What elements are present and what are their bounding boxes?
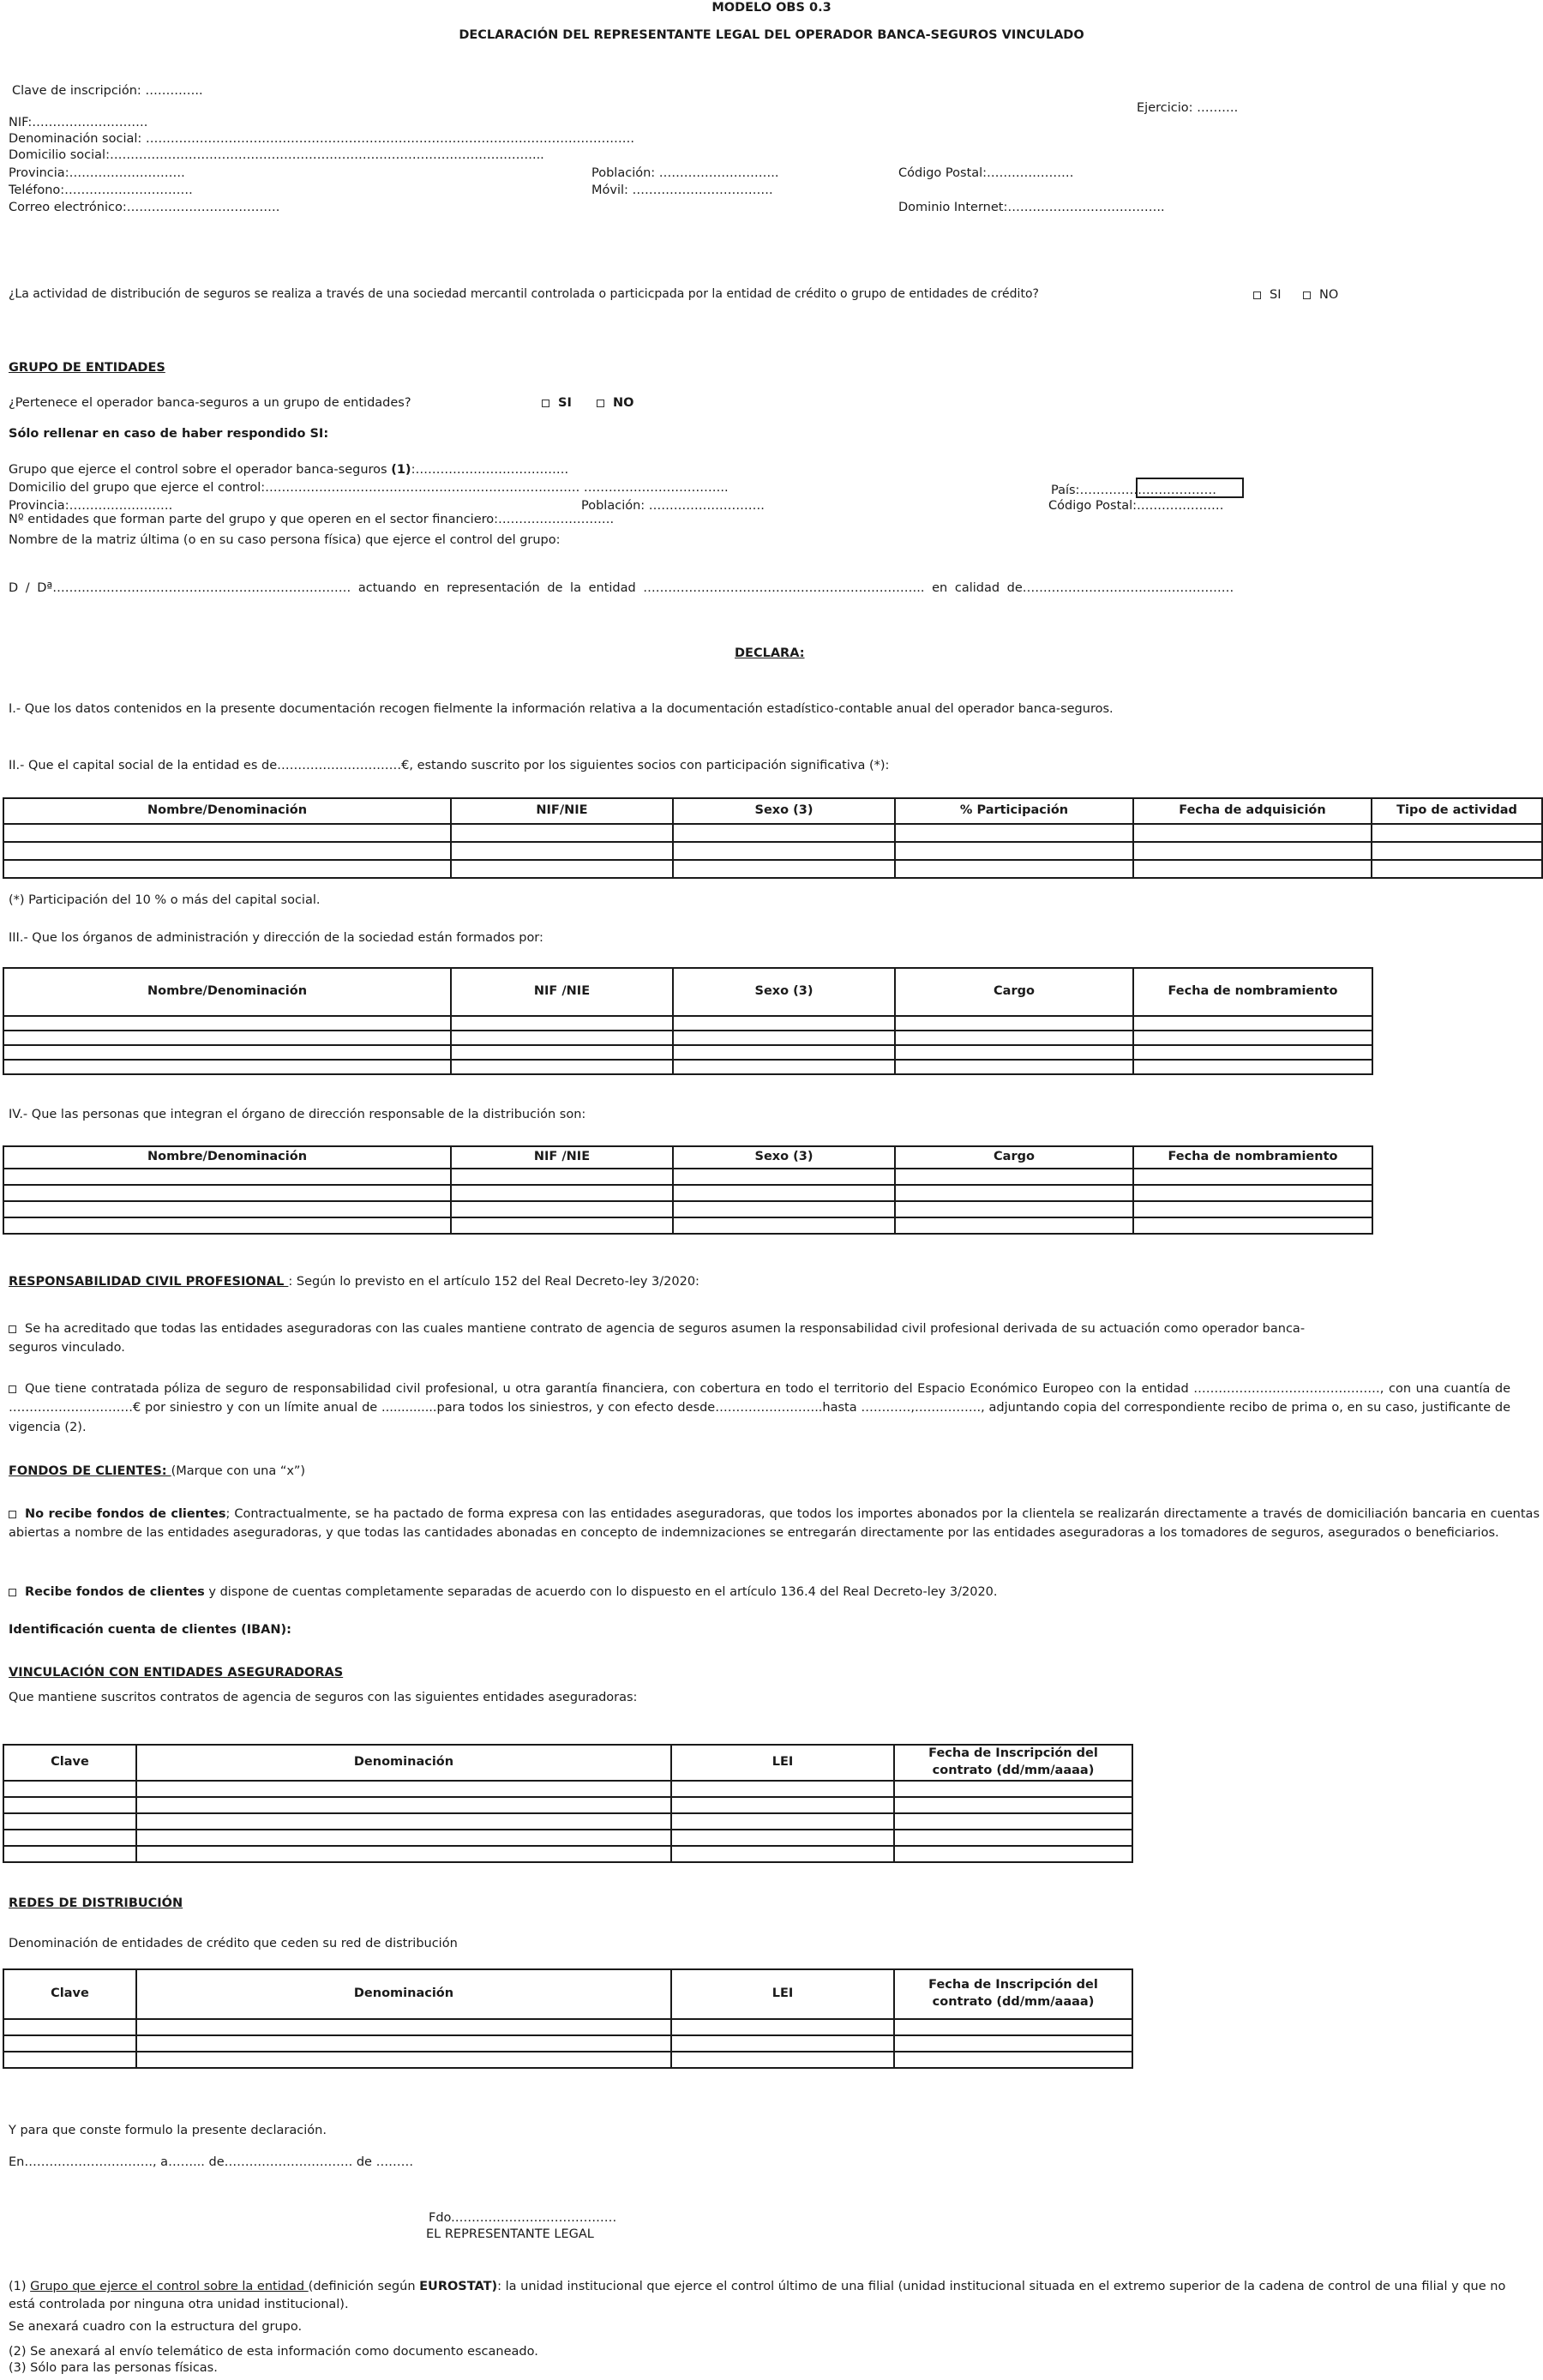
column-header: Tipo de actividad xyxy=(1372,798,1542,824)
checkbox-icon xyxy=(542,400,549,407)
organos-text: III.- Que los órganos de administración y dirección de la sociedad están formados por: xyxy=(9,931,543,945)
codigo-postal-field[interactable]: Código Postal:………………… xyxy=(898,166,1074,180)
column-header: Sexo (3) xyxy=(673,968,895,1016)
distribution-si-checkbox[interactable]: SI xyxy=(1253,287,1281,303)
socios-footnote: (*) Participación del 10 % o más del capital social. xyxy=(9,893,321,907)
representante-field[interactable]: D / Dª……………………………………………………………… actuando en representación de la entidad ………………………………………………………….. en calidad de…………………………………………… xyxy=(9,581,1234,595)
table-row[interactable] xyxy=(3,1830,1132,1846)
column-header: Fecha de Inscripción del contrato (dd/mm/aaaa) xyxy=(894,1745,1132,1781)
checkbox-icon xyxy=(597,400,604,407)
declara-item-1: I.- Que los datos contenidos en la presente documentación recogen fielmente la información relativa a la documentación estadístico-contable anual del operador banca-seguros. xyxy=(9,702,1114,716)
table-row[interactable] xyxy=(3,1217,1372,1234)
provincia-field[interactable]: Provincia:………………………. xyxy=(9,166,185,180)
grupo-only-if: Sólo rellenar en caso de haber respondido SI: xyxy=(9,427,329,441)
column-header: NIF/NIE xyxy=(451,798,673,824)
dominio-field[interactable]: Dominio Internet:……………………………….. xyxy=(898,201,1165,214)
distribution-no-checkbox[interactable]: NO xyxy=(1303,287,1338,303)
declara-heading: DECLARA: xyxy=(735,646,805,660)
footnote-1b: Se anexará cuadro con la estructura del grupo. xyxy=(9,2320,303,2334)
column-header: Clave xyxy=(3,1969,136,2019)
column-header: Cargo xyxy=(895,1146,1133,1169)
direccion-table xyxy=(3,1145,1373,1235)
grupo-num-entidades-field[interactable]: Nº entidades que forman parte del grupo y que operen en el sector financiero:………………………. xyxy=(9,513,615,526)
column-header: Sexo (3) xyxy=(673,798,895,824)
vinculacion-heading: VINCULACIÓN CON ENTIDADES ASEGURADORAS xyxy=(9,1666,344,1680)
table-row[interactable] xyxy=(3,2035,1132,2052)
column-header: Nombre/Denominación xyxy=(3,1146,451,1169)
redes-table xyxy=(3,1968,1133,2069)
grupo-no-checkbox[interactable]: NO xyxy=(597,395,633,411)
responsabilidad-heading: RESPONSABILIDAD CIVIL PROFESIONAL : Según lo previsto en el artículo 152 del Real Decreto-ley 3/2020: xyxy=(9,1275,699,1289)
column-header: Denominación xyxy=(136,1745,671,1781)
checkbox-icon xyxy=(1253,291,1261,299)
table-row[interactable] xyxy=(3,1031,1372,1045)
table-row[interactable] xyxy=(3,1201,1372,1217)
footnote-2: (2) Se anexará al envío telemático de esta información como documento escaneado. xyxy=(9,2345,538,2359)
column-header: Nombre/Denominación xyxy=(3,968,451,1016)
clave-inscripcion[interactable]: Clave de inscripción: ………….. xyxy=(12,84,203,98)
grupo-question: ¿Pertenece el operador banca-seguros a un grupo de entidades? xyxy=(9,396,411,410)
vinculacion-text: Que mantiene suscritos contratos de agencia de seguros con las siguientes entidades aseguradoras: xyxy=(9,1691,638,1704)
redes-heading: REDES DE DISTRIBUCIÓN xyxy=(9,1896,183,1910)
grupo-matriz-field[interactable]: Nombre de la matriz última (o en su caso persona física) que ejerce el control del grupo: xyxy=(9,533,561,547)
table-row[interactable] xyxy=(3,1185,1372,1201)
form-model: MODELO OBS 0.3 xyxy=(711,1,832,15)
column-header: LEI xyxy=(671,1745,894,1781)
column-header: Fecha de nombramiento xyxy=(1133,1146,1372,1169)
fondos-recibe-option[interactable]: Recibe fondos de clientes y dispone de cuentas completamente separadas de acuerdo con lo dispuesto en el artículo 136.4 del Real Decreto-ley 3/2020. xyxy=(9,1584,998,1600)
grupo-heading: GRUPO DE ENTIDADES xyxy=(9,361,165,375)
grupo-control-field[interactable]: Grupo que ejerce el control sobre el operador banca-seguros (1):………………………………. xyxy=(9,463,569,477)
fondos-heading: FONDOS DE CLIENTES: (Marque con una “x”) xyxy=(9,1464,306,1478)
poblacion-field[interactable]: Población: ……………………….. xyxy=(591,166,779,180)
table-row[interactable] xyxy=(3,1797,1132,1813)
column-header: Fecha de adquisición xyxy=(1133,798,1372,824)
grupo-codigo-postal-field[interactable]: Código Postal:………………… xyxy=(1048,499,1224,513)
checkbox-icon xyxy=(1303,291,1311,299)
table-row[interactable] xyxy=(3,1813,1132,1830)
denominacion-field[interactable]: Denominación social: ………………………………………………………………………………………………………. xyxy=(9,132,634,146)
table-row[interactable] xyxy=(3,860,1542,878)
table-row[interactable] xyxy=(3,2019,1132,2035)
signature-role: EL REPRESENTANTE LEGAL xyxy=(426,2227,594,2241)
checkbox-icon xyxy=(9,1589,16,1596)
table-row[interactable] xyxy=(3,842,1542,860)
correo-field[interactable]: Correo electrónico:………………………………. xyxy=(9,201,280,214)
checkbox-icon xyxy=(9,1325,16,1333)
ejercicio-field[interactable]: Ejercicio: ………. xyxy=(1137,101,1239,115)
column-header: NIF /NIE xyxy=(451,1146,673,1169)
column-header: Fecha de nombramiento xyxy=(1133,968,1372,1016)
column-header: Clave xyxy=(3,1745,136,1781)
socios-table xyxy=(3,797,1543,879)
signature-field[interactable]: Fdo.………………………………… xyxy=(429,2211,617,2225)
table-row[interactable] xyxy=(3,824,1542,842)
distribution-question: ¿La actividad de distribución de seguros se realiza a través de una sociedad mercantil controlada o particicpada por la entidad de crédito o grupo de entidades de crédito? xyxy=(9,287,1039,301)
table-row[interactable] xyxy=(3,1169,1372,1185)
footnote-1: (1) Grupo que ejerce el control sobre la entidad (definición según EUROSTAT): la unidad institucional que ejerce el control último de una filial (unidad institucional situada en el extremo superior de la cadena de control de una filial y que no está controlada por ninguna otra unidad institucional). xyxy=(9,2280,1506,2312)
movil-field[interactable]: Móvil: ……………………………. xyxy=(591,183,773,197)
grupo-pais-field[interactable]: País:…………………………… xyxy=(1051,484,1216,497)
grupo-provincia-field[interactable]: Provincia:……………………. xyxy=(9,499,173,513)
form-title: DECLARACIÓN DEL REPRESENTANTE LEGAL DEL OPERADOR BANCA-SEGUROS VINCULADO xyxy=(459,28,1084,42)
iban-field[interactable]: Identificación cuenta de clientes (IBAN): xyxy=(9,1623,291,1637)
nif-field[interactable]: NIF:………………………. xyxy=(9,116,148,129)
domicilio-field[interactable]: Domicilio social:…………………………………………………………………………………………... xyxy=(9,148,544,162)
table-row[interactable] xyxy=(3,1060,1372,1074)
pais-input-box[interactable] xyxy=(1136,478,1244,498)
checkbox-icon xyxy=(9,1385,16,1393)
grupo-poblacion-field[interactable]: Población: ………………………. xyxy=(581,499,765,513)
declara-item-2: II.- Que el capital social de la entidad es de…………………………€, estando suscrito por los siguientes socios con participación significativa (*): xyxy=(9,759,890,772)
place-date-field[interactable]: En…………………………., a……... de…………………………. de ……… xyxy=(9,2155,414,2169)
table-row[interactable] xyxy=(3,1781,1132,1797)
table-row[interactable] xyxy=(3,2052,1132,2068)
column-header: Fecha de Inscripción del contrato (dd/mm/aaaa) xyxy=(894,1969,1132,2019)
closing-text: Y para que conste formulo la presente declaración. xyxy=(9,2124,327,2137)
fondos-no-recibe-option[interactable]: No recibe fondos de clientes; Contractualmente, se ha pactado de forma expresa con las entidades aseguradoras, que todos los importes abonados por la clientela se realizarán directamente a través de domiciliación bancaria en cuentas abiertas a nombre de las entidades aseguradoras, y que todas las cantidades abonadas en concepto de indemnizaciones se entregarán directamente por las entidades aseguradoras a los tomadores de seguros, asegurados o beneficiarios. xyxy=(9,1507,1540,1541)
organos-table xyxy=(3,967,1373,1075)
telefono-field[interactable]: Teléfono:…………………………. xyxy=(9,183,193,197)
checkbox-icon xyxy=(9,1511,16,1518)
table-row[interactable] xyxy=(3,1846,1132,1862)
column-header: Denominación xyxy=(136,1969,671,2019)
responsabilidad-option-1[interactable]: Se ha acreditado que todas las entidades aseguradoras con las cuales mantiene contrato de agencia de seguros asumen la responsabilidad civil profesional derivada de su actuación como operador banca-seguros vinculado. xyxy=(9,1322,1306,1355)
column-header: % Participación xyxy=(895,798,1133,824)
responsabilidad-option-2[interactable]: Que tiene contratada póliza de seguro de responsabilidad civil profesional, u otra garantía financiera, con cobertura en todo el territorio del Espacio Económico Europeo con la entidad ………………………………………, con una cuantía de …………………………€ por siniestro y con un límite anual de ..............para todos los siniestros, y con efecto desde……………………..hasta …………,……………., adjuntando copia del correspondiente recibo de prima o, en su caso, justificante de vigencia (2). xyxy=(9,1382,1510,1434)
table-row[interactable] xyxy=(3,1016,1372,1031)
redes-text: Denominación de entidades de crédito que ceden su red de distribución xyxy=(9,1937,458,1950)
column-header: Nombre/Denominación xyxy=(3,798,451,824)
grupo-si-checkbox[interactable]: SI xyxy=(542,395,572,411)
column-header: LEI xyxy=(671,1969,894,2019)
table-row[interactable] xyxy=(3,1045,1372,1060)
vinculacion-table xyxy=(3,1744,1133,1863)
column-header: Cargo xyxy=(895,968,1133,1016)
column-header: Sexo (3) xyxy=(673,1146,895,1169)
grupo-domicilio-field[interactable]: Domicilio del grupo que ejerce el control:…………………………………………………………………. …………………………….. xyxy=(9,481,729,495)
footnote-3: (3) Sólo para las personas físicas. xyxy=(9,2361,218,2375)
direccion-text: IV.- Que las personas que integran el órgano de dirección responsable de la distribución son: xyxy=(9,1108,586,1121)
column-header: NIF /NIE xyxy=(451,968,673,1016)
